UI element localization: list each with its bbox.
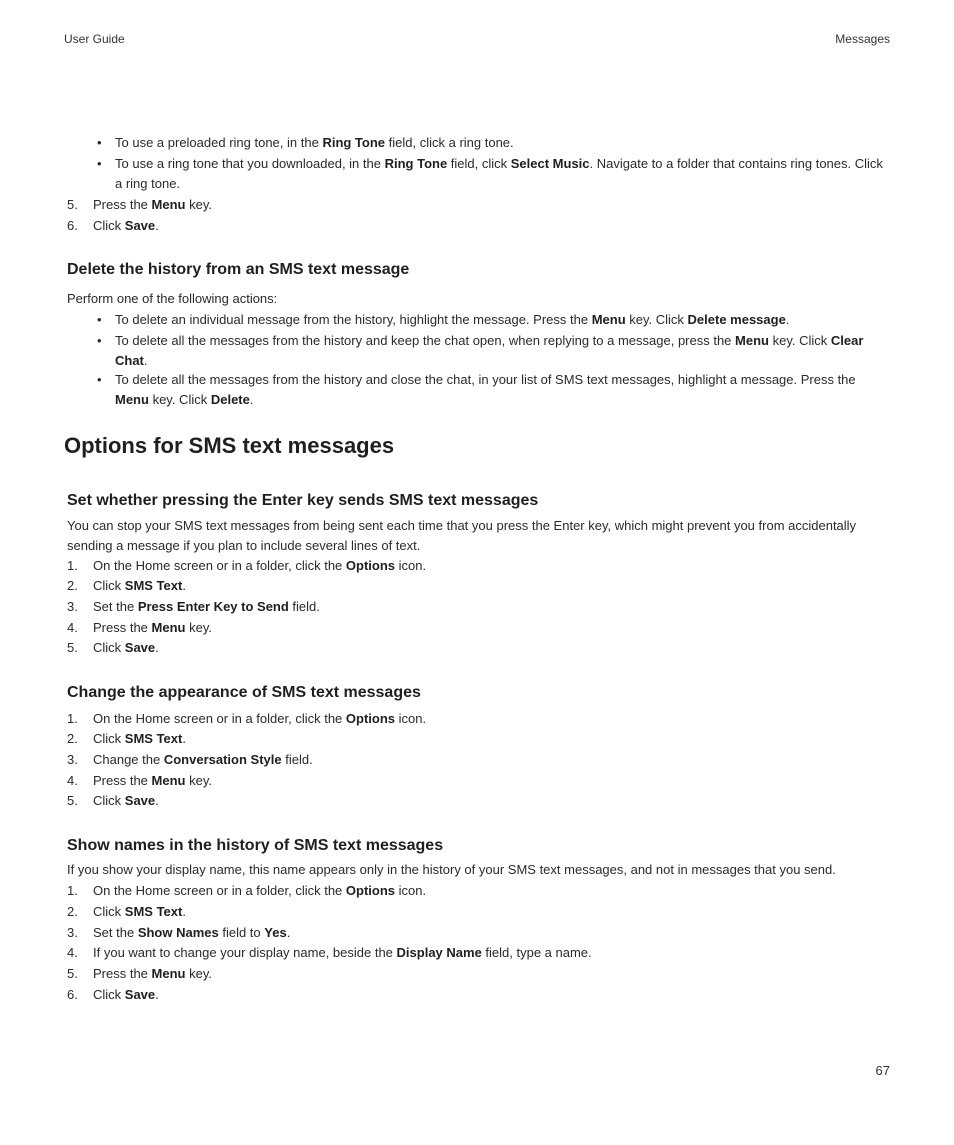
text: key. bbox=[185, 966, 212, 981]
step-item bbox=[67, 750, 891, 770]
step-number: 5. bbox=[67, 966, 78, 981]
ui-term: Save bbox=[124, 640, 156, 655]
ui-term: Show Names bbox=[137, 925, 219, 940]
ui-term: Menu bbox=[115, 391, 149, 407]
step-number: 3. bbox=[67, 599, 78, 614]
ui-term: Conversation Style bbox=[163, 752, 282, 767]
text: To use a ring tone that you downloaded, in the bbox=[115, 156, 385, 171]
text: icon. bbox=[395, 711, 427, 726]
text: Click bbox=[93, 640, 125, 655]
text: Click bbox=[93, 218, 125, 233]
ui-term: Menu bbox=[591, 312, 626, 327]
step-number: 1. bbox=[67, 711, 78, 726]
text: Click bbox=[93, 793, 125, 808]
ui-term: Press Enter Key to Send bbox=[137, 599, 289, 614]
ui-term: Menu bbox=[151, 966, 186, 981]
ui-term: Clear Chat bbox=[115, 333, 864, 368]
text: field, click bbox=[447, 156, 511, 171]
step-number: 2. bbox=[67, 904, 78, 919]
step-item bbox=[67, 943, 891, 963]
text: If you want to change your display name, beside the bbox=[93, 945, 397, 960]
ui-term: Options bbox=[345, 558, 396, 573]
text: . bbox=[155, 987, 159, 1002]
step-item bbox=[67, 881, 891, 901]
ui-term: SMS Text bbox=[124, 904, 183, 919]
step-number: 2. bbox=[67, 731, 78, 746]
ui-term: Options bbox=[345, 711, 396, 726]
text: On the Home screen or in a folder, click the bbox=[93, 558, 346, 573]
step-item bbox=[67, 791, 891, 811]
ui-term: Menu bbox=[151, 773, 186, 788]
text: field, click a ring tone. bbox=[385, 135, 514, 150]
bullet-icon: • bbox=[97, 312, 102, 327]
section-heading: Change the appearance of SMS text messages bbox=[67, 684, 421, 701]
running-header-section: Messages bbox=[835, 32, 890, 46]
bullet-item bbox=[67, 154, 891, 193]
text: Click bbox=[93, 904, 125, 919]
bullet-item bbox=[67, 331, 891, 370]
ui-term: Display Name bbox=[396, 945, 482, 960]
step-number: 4. bbox=[67, 773, 78, 788]
text: To delete all the messages from the history and close the chat, in your list of SMS text messages, highlight a message. Press the bbox=[115, 372, 856, 387]
step-item bbox=[67, 556, 891, 576]
bullet-icon: • bbox=[97, 333, 102, 348]
ui-term: Delete message bbox=[687, 312, 786, 327]
text: . Navigate to a folder that contains ring tones. Click a ring tone. bbox=[115, 156, 883, 191]
text: . bbox=[182, 731, 186, 746]
running-header-guide: User Guide bbox=[64, 32, 125, 46]
step-item bbox=[67, 597, 891, 617]
text: . bbox=[155, 793, 159, 808]
bullet-icon: • bbox=[97, 156, 102, 171]
step-item bbox=[67, 964, 891, 984]
bullet-item bbox=[67, 370, 891, 409]
text: . bbox=[182, 904, 186, 919]
text: field to bbox=[218, 925, 265, 940]
bullet-icon: • bbox=[97, 135, 102, 150]
text: Change the bbox=[93, 752, 164, 767]
step-item bbox=[67, 638, 891, 658]
step-item bbox=[67, 923, 891, 943]
bullet-item bbox=[67, 310, 891, 330]
text: . bbox=[286, 925, 291, 940]
text: Press the bbox=[93, 620, 152, 635]
text: Click bbox=[93, 987, 125, 1002]
text: key. bbox=[185, 773, 212, 788]
step-item bbox=[67, 902, 891, 922]
text: To delete an individual message from the history, highlight the message. Press the bbox=[115, 312, 592, 327]
text: key. Click bbox=[625, 312, 688, 327]
text: . bbox=[155, 640, 159, 655]
ui-term: Save bbox=[124, 793, 156, 808]
text: To use a preloaded ring tone, in the bbox=[115, 135, 323, 150]
ui-term: Menu bbox=[735, 333, 769, 348]
text: Press the bbox=[93, 197, 152, 212]
text: Set the bbox=[93, 599, 138, 614]
step-number: 4. bbox=[67, 945, 78, 960]
text: Click bbox=[93, 731, 125, 746]
ui-term: Menu bbox=[151, 197, 186, 212]
ui-term: Menu bbox=[151, 620, 186, 635]
text: key. bbox=[185, 620, 212, 635]
text: Press the bbox=[93, 773, 152, 788]
text: . bbox=[155, 218, 159, 233]
step-number: 4. bbox=[67, 620, 78, 635]
text: On the Home screen or in a folder, click the bbox=[93, 711, 346, 726]
step-item bbox=[67, 216, 891, 236]
text: field. bbox=[288, 599, 320, 614]
step-number: 3. bbox=[67, 925, 78, 940]
step-number: 6. bbox=[67, 987, 78, 1002]
step-item bbox=[67, 985, 891, 1005]
text: key. bbox=[185, 197, 212, 212]
step-number: 5. bbox=[67, 197, 78, 212]
step-item bbox=[67, 771, 891, 791]
intro-paragraph: You can stop your SMS text messages from being sent each time that you press the Enter key, which might prevent you from accidentally sending a message if you plan to include several lines of text. bbox=[67, 518, 857, 553]
text: Set the bbox=[93, 925, 138, 940]
section-heading: Delete the history from an SMS text message bbox=[67, 261, 410, 278]
ui-term: SMS Text bbox=[124, 731, 183, 746]
step-item bbox=[67, 195, 891, 215]
page-section-title: Options for SMS text messages bbox=[64, 433, 395, 458]
text: To delete all the messages from the history and keep the chat open, when replying to a message, press the bbox=[115, 333, 736, 348]
step-item bbox=[67, 729, 891, 749]
text: . bbox=[182, 578, 186, 593]
intro-paragraph: If you show your display name, this name appears only in the history of your SMS text messages, and not in messages that you send. bbox=[67, 862, 836, 877]
text: key. Click bbox=[148, 391, 211, 407]
step-number: 5. bbox=[67, 640, 78, 655]
ui-term: Select Music bbox=[510, 156, 590, 171]
ui-term: Options bbox=[345, 883, 396, 898]
bullet-icon: • bbox=[97, 372, 102, 387]
bullet-item bbox=[67, 133, 891, 153]
text: . bbox=[785, 312, 790, 327]
ui-term: Save bbox=[124, 987, 156, 1002]
text: . bbox=[249, 391, 254, 407]
step-item bbox=[67, 709, 891, 729]
text: icon. bbox=[395, 558, 427, 573]
step-number: 1. bbox=[67, 883, 78, 898]
page-number: 67 bbox=[875, 1063, 890, 1078]
step-item bbox=[67, 576, 891, 596]
step-number: 3. bbox=[67, 752, 78, 767]
text: Click bbox=[93, 578, 125, 593]
step-item bbox=[67, 618, 891, 638]
intro-paragraph: Perform one of the following actions: bbox=[67, 291, 278, 306]
ui-term: Ring Tone bbox=[322, 135, 386, 150]
text: field. bbox=[281, 752, 313, 767]
ui-term: Save bbox=[124, 218, 156, 233]
section-heading: Show names in the history of SMS text messages bbox=[67, 837, 444, 854]
step-number: 6. bbox=[67, 218, 78, 233]
text: . bbox=[143, 352, 148, 368]
ui-term: Yes bbox=[264, 925, 287, 940]
section-heading: Set whether pressing the Enter key sends SMS text messages bbox=[67, 492, 539, 509]
step-number: 5. bbox=[67, 793, 78, 808]
text: key. Click bbox=[768, 333, 831, 348]
step-number: 1. bbox=[67, 558, 78, 573]
text: field, type a name. bbox=[481, 945, 592, 960]
step-number: 2. bbox=[67, 578, 78, 593]
text: Press the bbox=[93, 966, 152, 981]
ui-term: SMS Text bbox=[124, 578, 183, 593]
ui-term: Ring Tone bbox=[384, 156, 448, 171]
text: icon. bbox=[395, 883, 427, 898]
text: On the Home screen or in a folder, click the bbox=[93, 883, 346, 898]
ui-term: Delete bbox=[210, 391, 250, 407]
